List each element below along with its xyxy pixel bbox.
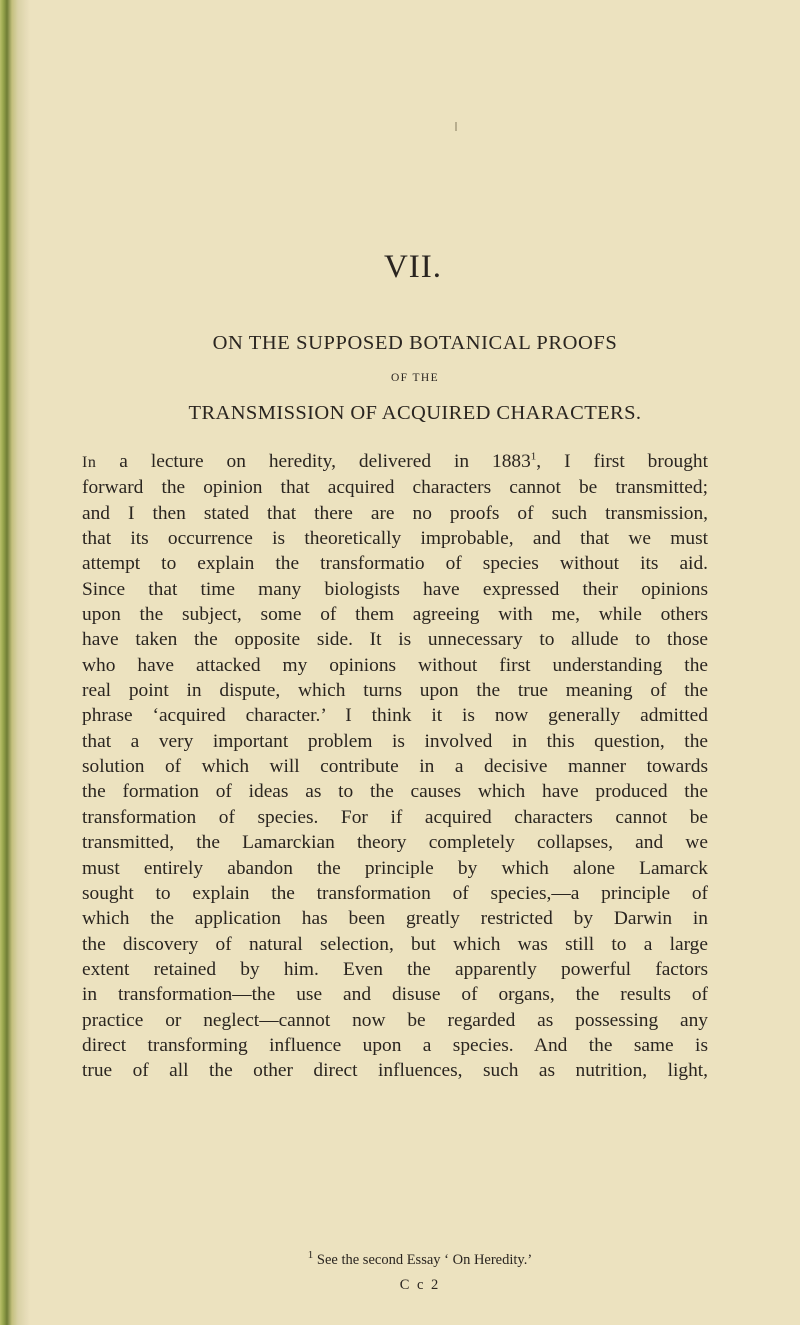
book-spine-edge — [0, 0, 30, 1325]
body-line: the discovery of natural selection, but which was still to a large — [82, 933, 708, 955]
chapter-title-line-3: TRANSMISSION OF ACQUIRED CHARACTERS. — [188, 402, 642, 424]
body-line: real point in dispute, which turns upon the true meaning of the — [82, 680, 708, 702]
body-line: solution of which will contribute in a decisive manner towards — [82, 756, 708, 778]
body-line: that a very important problem is involved in this question, the — [82, 730, 708, 752]
body-line: have taken the opposite side. It is unnecessary to allude to those — [82, 629, 708, 651]
body-line: transmitted, the Lamarckian theory completely collapses, and we — [82, 832, 708, 854]
drop-word: In — [82, 454, 97, 471]
body-line: which the application has been greatly restricted by Darwin in — [82, 908, 708, 930]
body-line: in transformation—the use and disuse of organs, the results of — [82, 984, 708, 1006]
body-line: the formation of ideas as to the causes which have produced the — [82, 781, 708, 803]
body-line: true of all the other direct influences, such as nutrition, light, — [82, 1060, 708, 1082]
body-line: sought to explain the transformation of species,—a principle of — [82, 882, 708, 904]
body-line-tail: , I first brought — [536, 451, 708, 472]
page-mark — [455, 122, 457, 131]
body-line-text: a lecture on heredity, delivered in 1883 — [96, 451, 531, 472]
body-line: Since that time many biologists have expressed their opinions — [82, 578, 708, 600]
body-line: direct transforming influence upon a species. And the same is — [82, 1034, 708, 1056]
footnote-reference: 1 — [530, 450, 537, 463]
footnote — [40, 1250, 800, 1270]
body-line: extent retained by him. Even the apparently powerful factors — [82, 958, 708, 980]
body-line: and I then stated that there are no proofs of such transmission, — [82, 502, 708, 524]
footnote-marker: 1 — [307, 1249, 314, 1262]
signature-mark: C c 2 — [399, 1277, 441, 1293]
body-line — [82, 449, 708, 475]
body-line: forward the opinion that acquired characters cannot be transmitted; — [82, 477, 708, 499]
chapter-number: VII. — [383, 249, 443, 285]
chapter-title-line-1: ON THE SUPPOSED BOTANICAL PROOFS — [212, 332, 618, 354]
body-line: attempt to explain the transformatio of species without its aid. — [82, 553, 708, 575]
body-line: phrase ‘acquired character.’ I think it is now generally admitted — [82, 705, 708, 727]
body-line: that its occurrence is theoretically improbable, and that we must — [82, 528, 708, 550]
chapter-title-line-2: OF THE — [390, 372, 440, 384]
body-line: practice or neglect—cannot now be regarded as possessing any — [82, 1009, 708, 1031]
body-line: who have attacked my opinions without first understanding the — [82, 654, 708, 676]
body-line: upon the subject, some of them agreeing with me, while others — [82, 604, 708, 626]
body-line: transformation of species. For if acquired characters cannot be — [82, 806, 708, 828]
body-paragraph — [82, 449, 708, 1084]
body-line: must entirely abandon the principle by which alone Lamarck — [82, 857, 708, 879]
footnote-text: See the second Essay ‘ On Heredity.’ — [313, 1252, 533, 1268]
